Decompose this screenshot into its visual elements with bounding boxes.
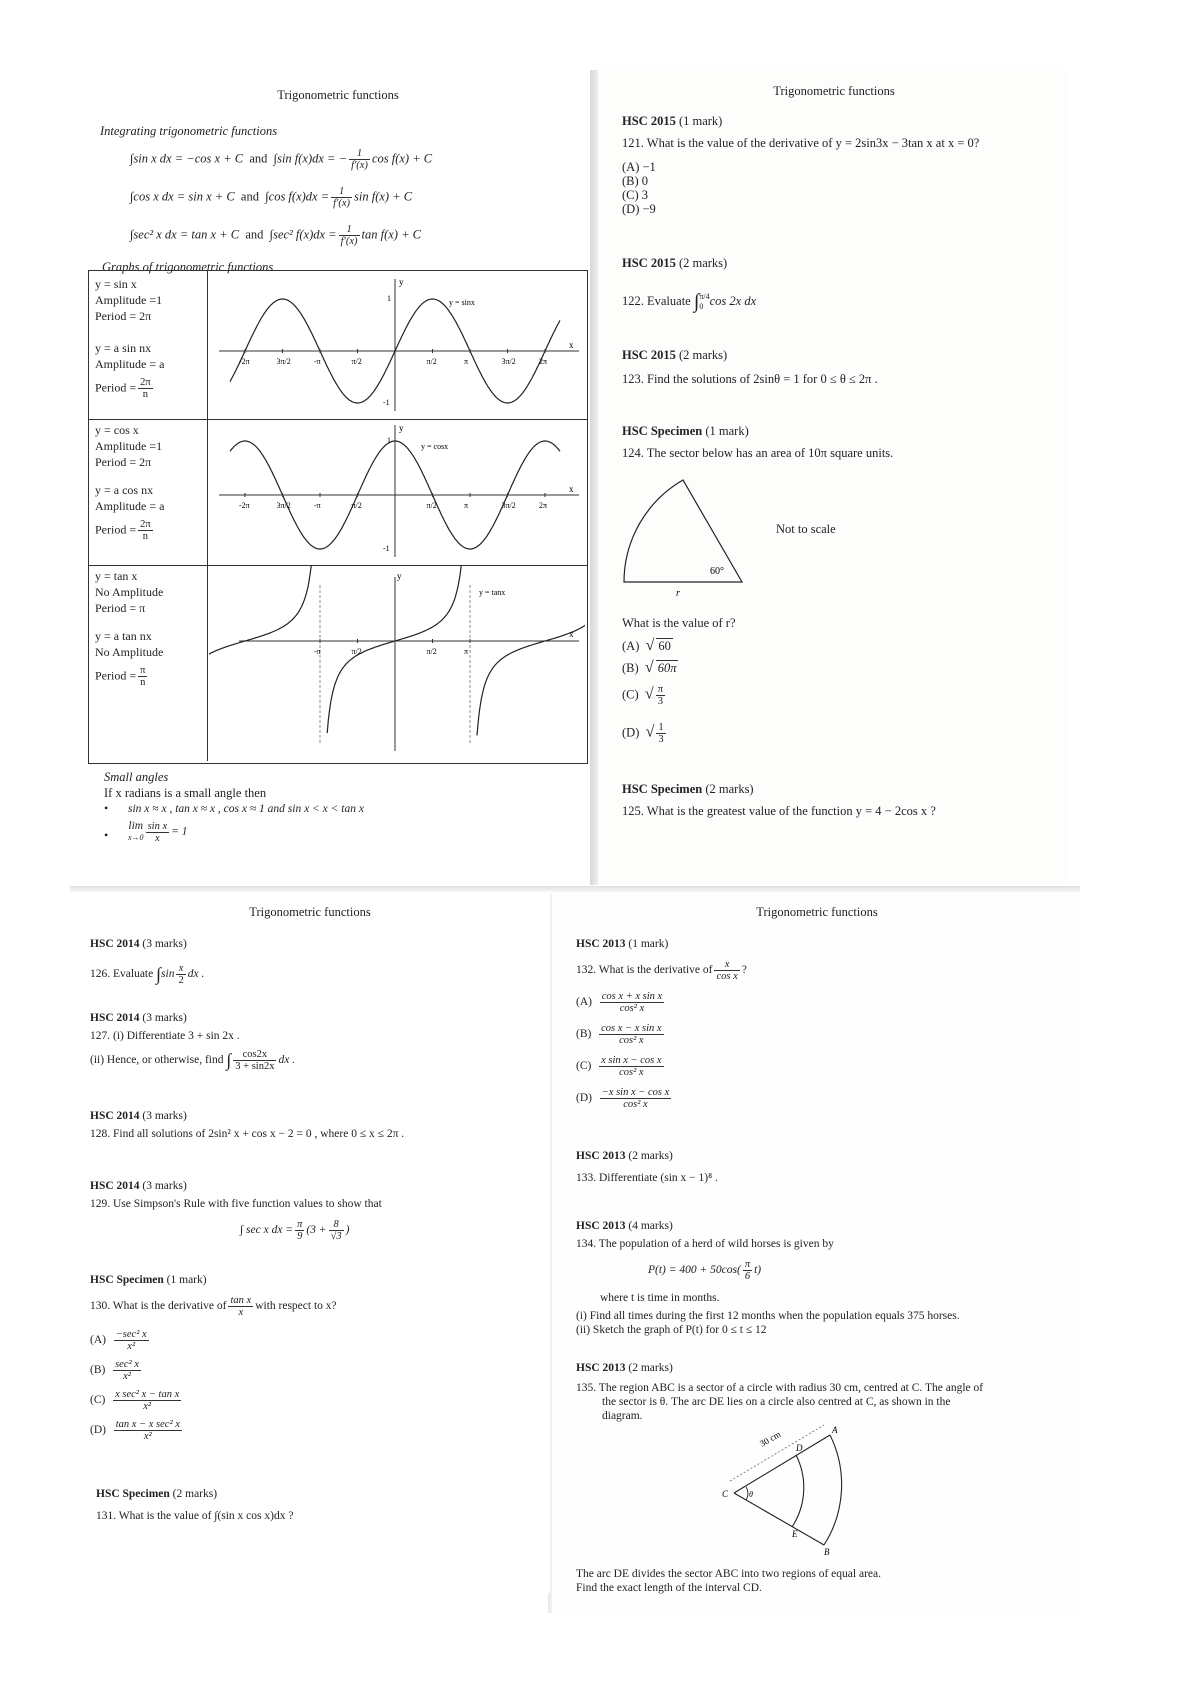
cos-tick-label: -π <box>314 501 321 510</box>
tan-y-label: y <box>397 571 402 581</box>
page-title: Trigonometric functions <box>249 905 371 919</box>
q122-header: HSC 2015 (2 marks) <box>622 256 728 270</box>
q132-option-c: (C) $\frac{\text{x sin x − cos x}}{\text{cos² x}}$ <box>576 1055 662 1078</box>
graphs-table <box>88 270 588 764</box>
cos-x-label: x <box>569 484 574 494</box>
q132-option-a: (A) $\frac{\text{cos x + x sin x}}{\text{cos² x}}$ <box>576 991 663 1014</box>
sin-curve-label: y = sinx <box>449 298 475 307</box>
sin-y-label: y <box>399 277 404 287</box>
small-angles-approx: sin x ≈ x , tan x ≈ x , cos x ≈ 1 and sin x < x < tan x <box>128 803 364 815</box>
q123-text: 123. Find the solutions of 2sinθ = 1 for 0 ≤ θ ≤ 2π . <box>622 372 878 386</box>
q132-option-b: (B) $\frac{\text{cos x − x sin x}}{\text{cos² x}}$ <box>576 1023 662 1046</box>
cos-y-label: y <box>399 423 404 433</box>
q124-ask: What is the value of r? <box>622 616 736 630</box>
asin-eq: y = a sin nx <box>95 341 152 355</box>
q132-text: 132. What is the derivative of $\frac{x}{\text{cos x}}$ ? <box>576 959 747 982</box>
page-questions-126-131 <box>70 893 550 1593</box>
point-c-label: C <box>722 1489 729 1499</box>
q125-text: 125. What is the greatest value of the function y = 4 − 2cos x ? <box>622 804 936 818</box>
integral-rule-cos: ∫cos x dx = sin x + C and ∫cos f(x)dx = $\frac{1}{f'(x)}$ sin f(x) + C <box>130 186 413 209</box>
q124-option-c: (C) √ $\frac{\pi}{3}$ <box>622 684 664 707</box>
sector-angle-label: 60° <box>710 566 724 577</box>
cos-neg-one-label: -1 <box>383 544 390 553</box>
asin-period: Period = $\frac{2\pi}{n}$ <box>95 377 151 400</box>
q127-part-ii: (ii) Hence, or otherwise, find ∫ $\frac{\cos 2x}{3 + \sin 2x}$ dx . <box>90 1049 296 1072</box>
not-to-scale: Not to scale <box>776 522 836 536</box>
cos-eq: y = cos x <box>95 423 139 437</box>
cos-tick-label: -2π <box>239 501 250 510</box>
cos-tick-label: π/2 <box>351 501 362 510</box>
graph-row-tan <box>89 565 587 761</box>
graph-row-cos <box>89 419 587 566</box>
acos-amplitude: Amplitude = a <box>95 499 165 513</box>
q134-text: 134. The population of a herd of wild horses is given by <box>576 1238 834 1250</box>
sin-tick-label: π <box>464 357 469 366</box>
page-title: Trigonometric functions <box>277 88 399 102</box>
q123-header: HSC 2015 (2 marks) <box>622 348 728 362</box>
q134-header: HSC 2013 (4 marks) <box>576 1220 673 1232</box>
q135-line1: 135. The region ABC is a sector of a circle with radius 30 cm, centred at C. The angle of <box>576 1382 984 1394</box>
q135-header: HSC 2013 (2 marks) <box>576 1362 673 1374</box>
sin-tick-label: -2π <box>239 357 250 366</box>
q121-option-b: (B) 0 <box>622 174 649 188</box>
q134-equation: P(t) = 400 + 50cos( $\frac{\pi}{6}$ t) <box>648 1259 762 1282</box>
atan-eq: y = a tan nx <box>95 629 152 643</box>
q124-option-b: (B) √ 60π <box>622 659 677 676</box>
q135-footer-1: The arc DE divides the sector ABC into two regions of equal area. <box>576 1568 881 1580</box>
cos-tick-label: 3π/2 <box>501 501 516 510</box>
small-angles-title: Small angles <box>104 770 169 784</box>
radius-30cm-label: 30 cm <box>758 1428 783 1449</box>
page-formula-sheet <box>88 70 588 870</box>
sin-tick-label: -π <box>314 357 321 366</box>
angle-theta-label: θ <box>749 1490 753 1499</box>
sin-tick-label: π/2 <box>351 357 362 366</box>
q133-header: HSC 2013 (2 marks) <box>576 1150 673 1162</box>
page-title: Trigonometric functions <box>773 84 895 98</box>
atan-amplitude: No Amplitude <box>95 645 164 659</box>
q121-text: 121. What is the value of the derivative of y = 2sin3x − 3tan x at x = 0? <box>622 136 980 150</box>
sin-amplitude: Amplitude =1 <box>95 293 163 307</box>
sin-graph <box>209 271 585 419</box>
q124-option-a: (A) √ 60 <box>622 637 671 654</box>
cos-tick-label: 3π/2 <box>276 501 291 510</box>
acos-eq: y = a cos nx <box>95 483 154 497</box>
q127-header: HSC 2014 (3 marks) <box>90 1012 187 1024</box>
tan-tick-label: π/2 <box>351 647 362 656</box>
page-fold-shadow-horizontal <box>70 886 1080 892</box>
sin-period: Period = 2π <box>95 309 152 323</box>
atan-period: Period = $\frac{\pi}{n}$ <box>95 665 146 688</box>
q129-equation: ∫ sec x dx = $\frac{\pi}{9}$ (3 + $\frac{8}{√3}$ ) <box>240 1219 350 1242</box>
bullet-icon: • <box>104 801 109 815</box>
cos-tick-label: π <box>464 501 469 510</box>
tan-curve-label: y = tanx <box>479 588 506 597</box>
tan-tick-label: π <box>464 647 469 656</box>
q135-footer-2: Find the exact length of the interval CD. <box>576 1582 762 1594</box>
q130-option-a: (A) $\frac{\text{−sec² x}}{\text{x²}}$ <box>90 1329 147 1352</box>
q131-header: HSC Specimen (2 marks) <box>96 1488 218 1500</box>
q130-header: HSC Specimen (1 mark) <box>90 1274 207 1286</box>
q130-option-d: (D) $\frac{\text{tan x − x sec² x}}{\text{x²}}$ <box>90 1419 180 1442</box>
sin-tick-label: π/2 <box>426 357 437 366</box>
graph-row-sin <box>89 271 587 420</box>
small-angles-limit: lim x→0 $\frac{\text{sin x}}{x}$ = 1 <box>128 820 188 844</box>
cos-tick-label: π/2 <box>426 501 437 510</box>
sector-abc-diagram <box>712 1417 862 1557</box>
q124-text: 124. The sector below has an area of 10π square units. <box>622 446 894 460</box>
cos-curve-label: y = cosx <box>421 442 449 451</box>
tan-tick-label: -π <box>314 647 321 656</box>
page-title: Trigonometric functions <box>756 905 878 919</box>
sin-neg-one-label: -1 <box>383 398 390 407</box>
cos-one-label: 1 <box>387 436 391 445</box>
tan-tick-label: π/2 <box>426 647 437 656</box>
acos-period: Period = $\frac{2\pi}{n}$ <box>95 519 151 542</box>
q135-line2: the sector is θ. The arc DE lies on a circle also centred at C, as shown in the <box>602 1396 951 1408</box>
tan-x-label: x <box>569 629 574 639</box>
q125-header: HSC Specimen (2 marks) <box>622 782 754 796</box>
q132-option-d: (D) $\frac{\text{−x sin x − cos x}}{\text{cos² x}}$ <box>576 1087 670 1110</box>
tan-amplitude: No Amplitude <box>95 585 164 599</box>
cos-amplitude: Amplitude =1 <box>95 439 163 453</box>
q121-option-d: (D) −9 <box>622 202 656 216</box>
q124-option-d: (D) √ $\frac{1}{3}$ <box>622 722 664 745</box>
cos-graph <box>209 419 585 565</box>
sin-tick-label: 3π/2 <box>501 357 516 366</box>
q124-header: HSC Specimen (1 mark) <box>622 424 749 438</box>
asin-amplitude: Amplitude = a <box>95 357 165 371</box>
sin-eq: y = sin x <box>95 277 137 291</box>
q131-text: 131. What is the value of ∫(sin x cos x)dx ? <box>96 1510 294 1522</box>
tan-eq: y = tan x <box>95 569 138 583</box>
q134-part-ii: (ii) Sketch the graph of P(t) for 0 ≤ t ≤ 12 <box>576 1324 767 1336</box>
q133-text: 133. Differentiate (sin x − 1)⁸ . <box>576 1172 718 1184</box>
q121-header: HSC 2015 (1 mark) <box>622 114 723 128</box>
bullet-icon: • <box>104 828 109 842</box>
cos-period: Period = 2π <box>95 455 152 469</box>
q132-header: HSC 2013 (1 mark) <box>576 938 669 950</box>
q122-text: 122. Evaluate ∫ π/4 0 cos 2x dx <box>622 290 757 313</box>
q129-text: 129. Use Simpson's Rule with five function values to show that <box>90 1198 382 1210</box>
page-questions-132-135 <box>552 893 1082 1613</box>
integral-rule-sin: ∫sin x dx = −cos x + C and ∫sin f(x)dx = − $\frac{1}{f'(x)}$ cos f(x) + C <box>130 148 433 171</box>
point-a-label: A <box>832 1425 838 1435</box>
section-title-graphs: Graphs of trigonometric functions <box>102 260 274 274</box>
integral-rule-sec: ∫sec² x dx = tan x + C and ∫sec² f(x)dx = $\frac{1}{f'(x)}$ tan f(x) + C <box>130 224 421 247</box>
sin-one-label: 1 <box>387 294 391 303</box>
tan-period: Period = π <box>95 601 146 615</box>
point-d-label: D <box>796 1443 803 1453</box>
q128-header: HSC 2014 (3 marks) <box>90 1110 187 1122</box>
q135-line3: diagram. <box>602 1410 643 1422</box>
q130-option-c: (C) $\frac{\text{x sec² x − tan x}}{\text{x²}}$ <box>90 1389 180 1412</box>
point-e-label: E <box>792 1529 798 1539</box>
page-questions-121-125 <box>598 70 1070 885</box>
q134-where: where t is time in months. <box>600 1292 720 1304</box>
q130-option-b: (B) $\frac{\text{sec² x}}{\text{x²}}$ <box>90 1359 139 1382</box>
tan-graph <box>209 565 585 761</box>
q127-part-i: 127. (i) Differentiate 3 + sin 2x . <box>90 1030 240 1042</box>
sin-tick-label: 2π <box>539 357 548 366</box>
q126-header: HSC 2014 (3 marks) <box>90 938 187 950</box>
section-title-integrating: Integrating trigonometric functions <box>100 124 278 138</box>
point-b-label: B <box>824 1547 830 1557</box>
q121-option-c: (C) 3 <box>622 188 649 202</box>
q130-text: 130. What is the derivative of $\frac{\text{tan x}}{x}$ with respect to x? <box>90 1295 337 1318</box>
q126-text: 126. Evaluate ∫sin $\frac{x}{2}$ dx . <box>90 963 205 986</box>
q129-header: HSC 2014 (3 marks) <box>90 1180 187 1192</box>
q134-part-i: (i) Find all times during the first 12 months when the population equals 375 horses. <box>576 1310 960 1322</box>
small-angles-intro: If x radians is a small angle then <box>104 786 267 800</box>
q121-option-a: (A) −1 <box>622 160 656 174</box>
cos-tick-label: 2π <box>539 501 548 510</box>
sector-radius-label: r <box>676 588 680 599</box>
sector-diagram <box>620 470 760 600</box>
sin-x-label: x <box>569 340 574 350</box>
q128-text: 128. Find all solutions of 2sin² x + cos x − 2 = 0 , where 0 ≤ x ≤ 2π . <box>90 1128 405 1140</box>
sin-tick-label: 3π/2 <box>276 357 291 366</box>
